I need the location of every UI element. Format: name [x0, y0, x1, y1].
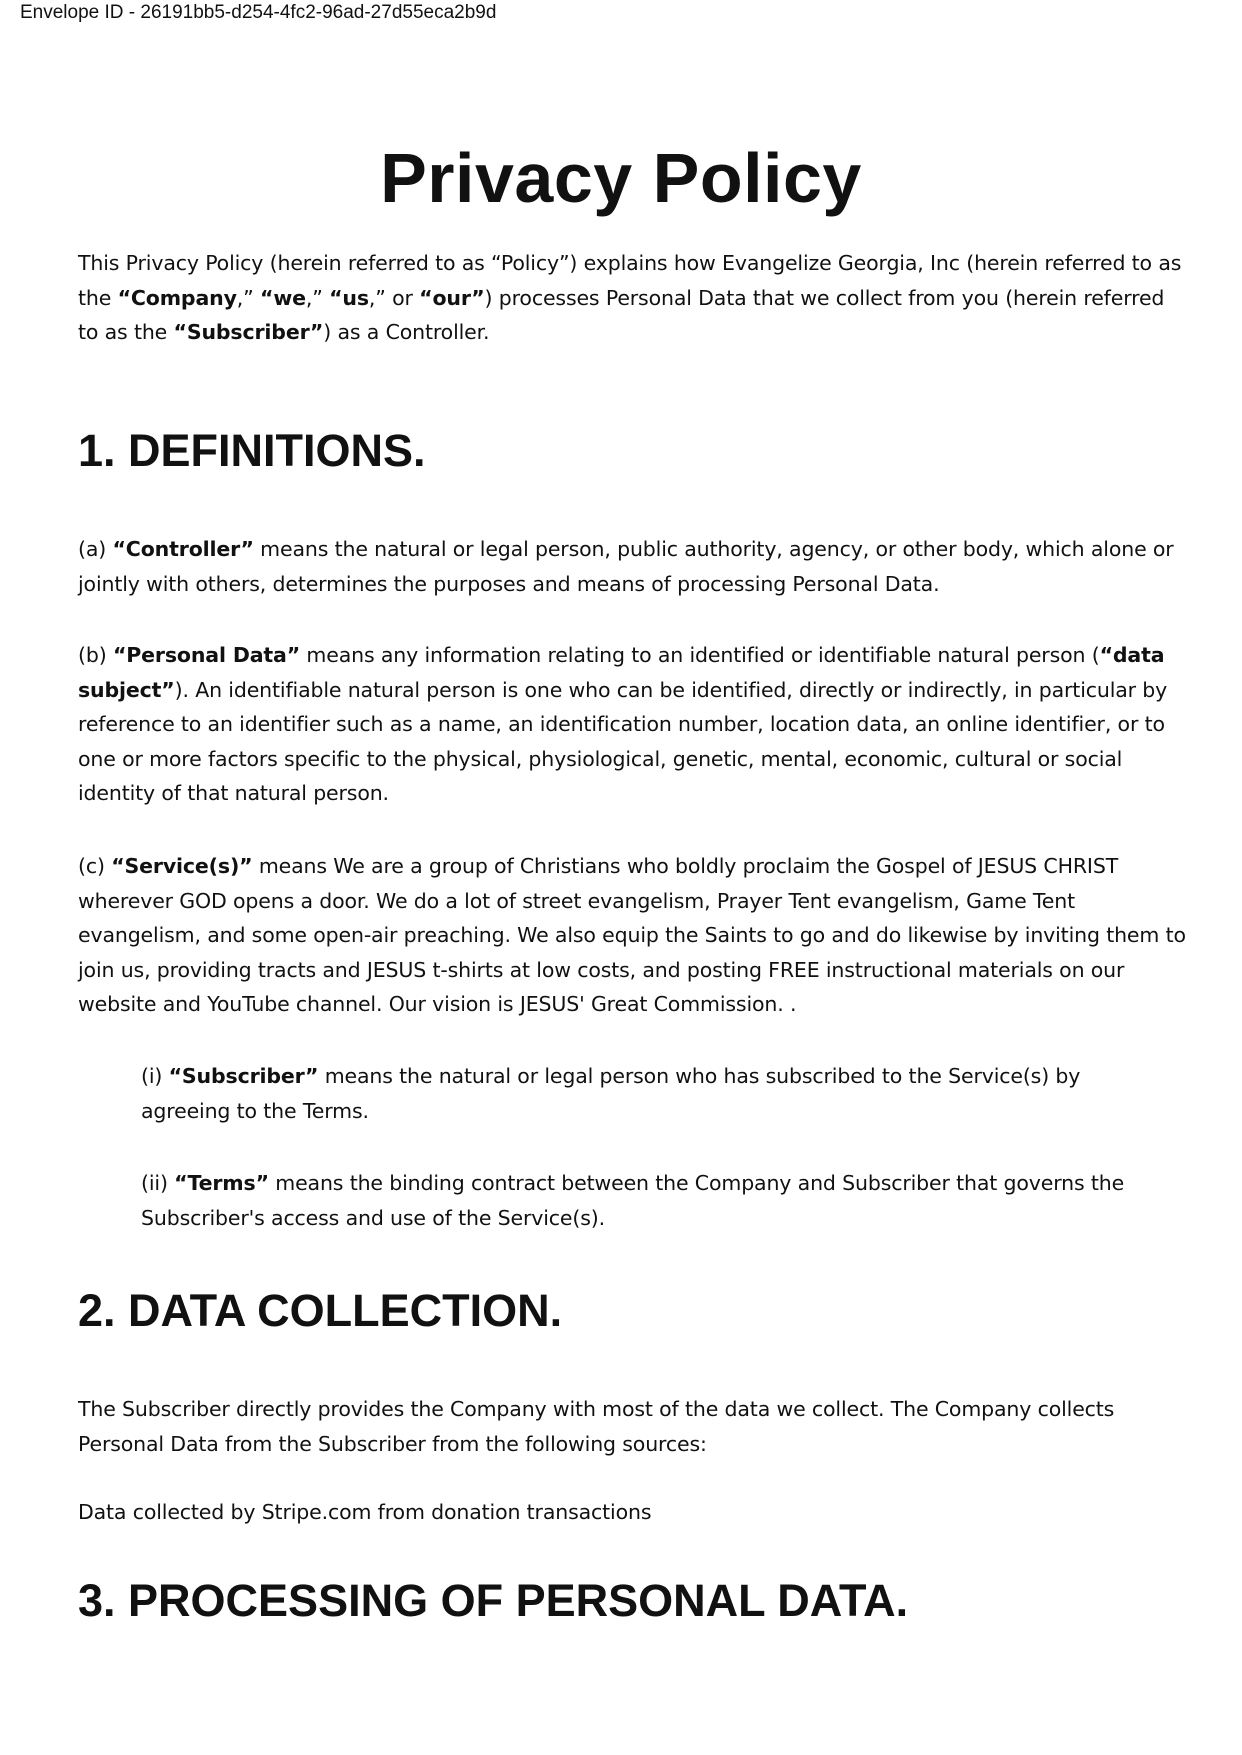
term-company: “Company [117, 285, 237, 310]
section-heading-processing: 3. PROCESSING OF PERSONAL DATA. [78, 1575, 909, 1626]
definition-term: “Personal Data” [112, 643, 301, 667]
definition-term: “Terms” [174, 1171, 269, 1195]
intro-text: This Privacy Policy (herein referred to as “Policy”) explains how Evangelize Georgia, Inc (herein referred to as the [78, 251, 1182, 310]
definition-prefix: (a) [78, 537, 113, 561]
section-heading-definitions: 1. DEFINITIONS. [78, 425, 426, 476]
intro-text: ) as a Controller. [323, 320, 490, 344]
definition-text: ). An identifiable natural person is one who can be identified, directly or indirectly, in particular by reference to an identifier such as a name, an identification number, location data, an online identifier, or to one or more factors specific to the physical, physiological, genetic, mental, economic, cultural or social identity of that natural person. [78, 677, 1168, 805]
definition-subscriber [141, 1059, 1171, 1128]
intro-paragraph [78, 246, 1188, 350]
intro-text: ,” or [368, 285, 420, 310]
definition-personal-data [78, 638, 1188, 811]
envelope-id: Envelope ID - 26191bb5-d254-4fc2-96ad-27d55eca2b9d [20, 2, 497, 23]
definition-term: “Controller” [112, 537, 254, 561]
definition-term: “Subscriber” [168, 1064, 319, 1088]
page-title: Privacy Policy [380, 139, 862, 217]
definition-terms [141, 1166, 1171, 1235]
definition-prefix: (c) [78, 854, 112, 878]
definition-term: “data subject” [78, 643, 1165, 702]
definition-text: means the natural or legal person, public authority, agency, or other body, which alone or jointly with others, determines the purposes and means of processing Personal Data. [78, 537, 1174, 596]
data-source-item: Data collected by Stripe.com from donation transactions [78, 1500, 652, 1524]
definition-term: “Service(s)” [111, 854, 253, 878]
definition-prefix: (i) [141, 1064, 169, 1088]
intro-text: ) processes Personal Data that we collect from you (herein referred to as the [78, 285, 1165, 344]
definition-services [78, 849, 1203, 1022]
term-we: “we [260, 285, 306, 310]
intro-text: ,” [236, 285, 260, 310]
definition-prefix: (b) [78, 643, 113, 667]
definition-text: means the binding contract between the Company and Subscriber that governs the Subscriber's access and use of the Service(s). [141, 1171, 1125, 1230]
definition-controller [78, 532, 1188, 601]
intro-text: ,” [305, 285, 330, 310]
term-our: “our” [419, 285, 485, 310]
definition-text: means the natural or legal person who has subscribed to the Service(s) by agreeing to the Terms. [141, 1064, 1081, 1123]
section-heading-data-collection: 2. DATA COLLECTION. [78, 1285, 563, 1336]
term-us: “us [329, 285, 369, 310]
term-subscriber: “Subscriber” [173, 320, 324, 344]
definition-text: means any information relating to an identified or identifiable natural person ( [300, 643, 1100, 667]
definition-prefix: (ii) [141, 1171, 175, 1195]
definition-text: means We are a group of Christians who boldly proclaim the Gospel of JESUS CHRIST wherever GOD opens a door. We do a lot of street evangelism, Prayer Tent evangelism, Game Tent evangelism, and some open-air preaching. We also equip the Saints to go and do likewise by inviting them to join us, providing tracts and JESUS t-shirts at low costs, and posting FREE instructional materials on our website and YouTube channel. Our vision is JESUS' Great Commission. . [78, 854, 1186, 1016]
data-collection-paragraph: The Subscriber directly provides the Company with most of the data we collect. The Company collects Personal Data from the Subscriber from the following sources: [78, 1397, 1115, 1456]
